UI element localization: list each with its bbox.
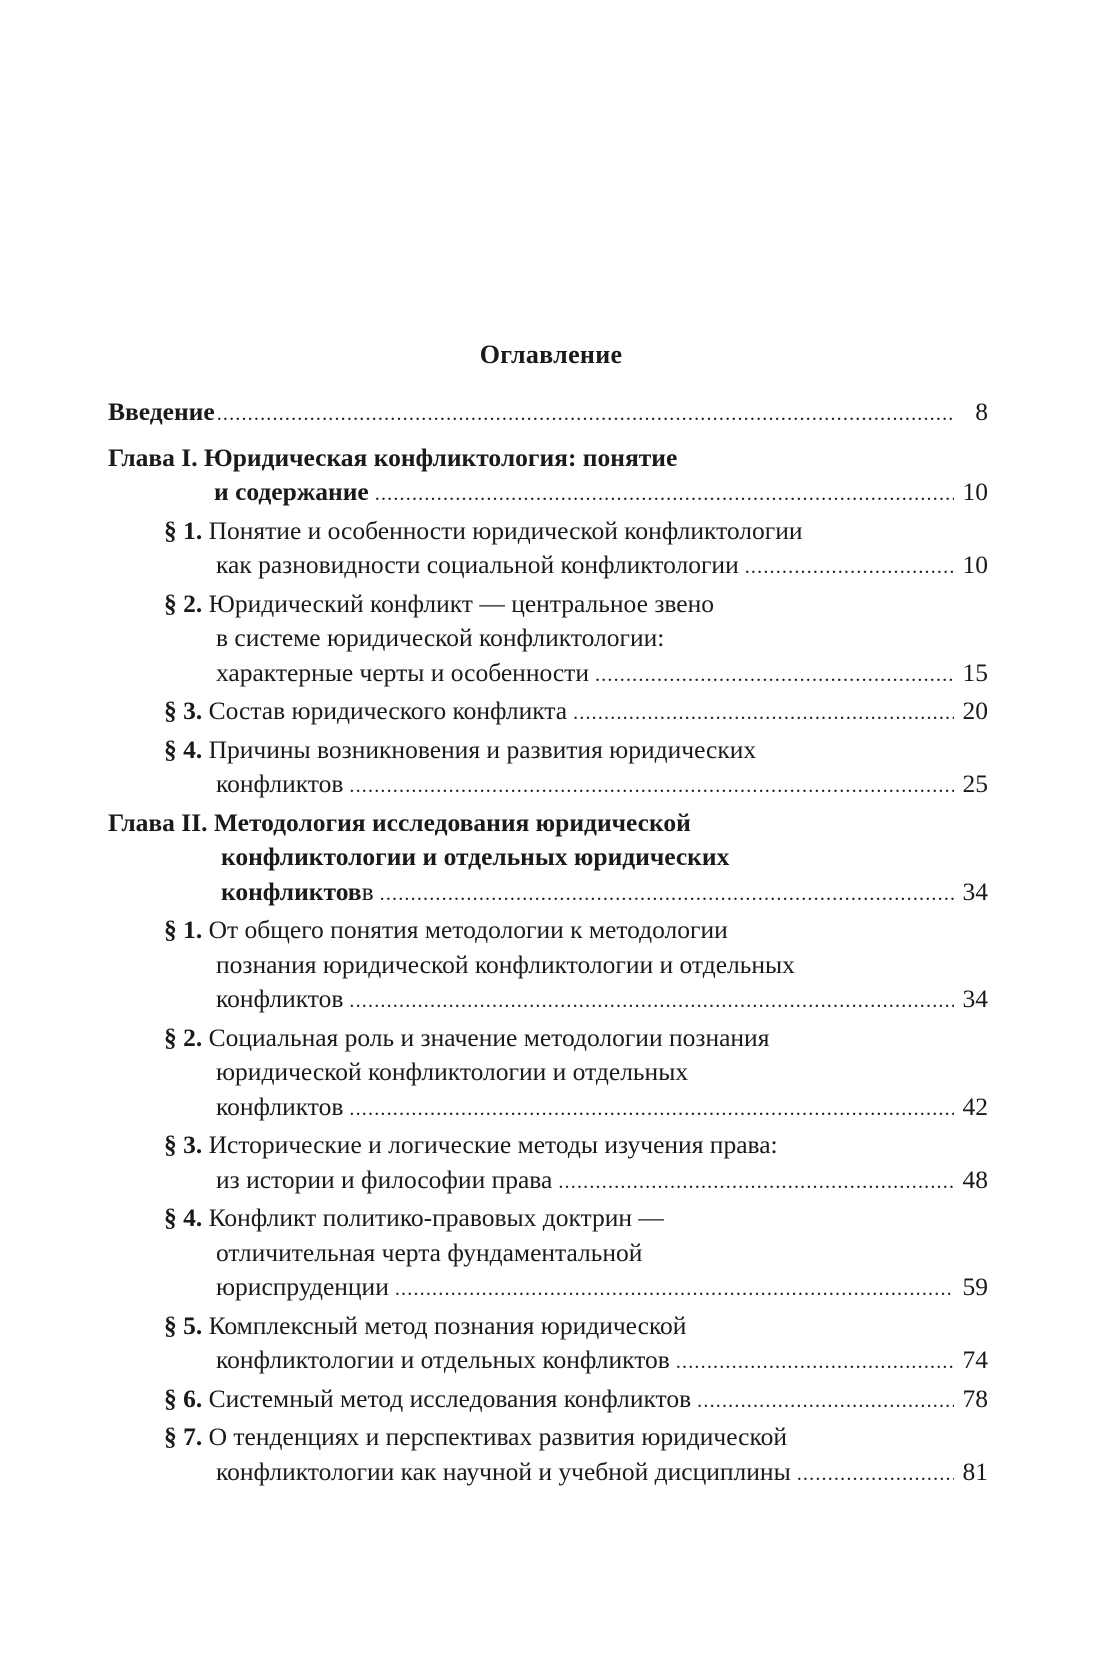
toc-section[interactable]: [108, 733, 988, 804]
page-number: 59: [962, 1272, 988, 1301]
section-title-line: как разновидности социальной конфликтологии: [216, 550, 739, 579]
page-number: 20: [962, 696, 988, 725]
dot-leader: [349, 984, 954, 1019]
chapter-title-line: Юридическая конфликтология: понятие: [203, 442, 678, 472]
section-title-line: Исторические и логические методы изучения права:: [208, 1130, 778, 1159]
section-title-line: конфликтологии и отдельных конфликтов: [216, 1345, 670, 1374]
section-number: § 7.: [164, 1422, 203, 1451]
section-number: § 3.: [164, 696, 203, 725]
section-number: § 2.: [164, 588, 203, 618]
toc-section[interactable]: [108, 1309, 988, 1380]
dot-leader: [558, 1165, 954, 1200]
section-number: § 5.: [164, 1310, 203, 1340]
section-title-line: из истории и философии права: [216, 1164, 553, 1194]
dot-leader: [349, 769, 954, 804]
page-number: 42: [962, 1091, 988, 1121]
dot-leader: [217, 397, 954, 432]
table-of-contents: [108, 395, 988, 1493]
section-title-line: в системе юридической конфликтологии:: [216, 623, 665, 652]
toc-section[interactable]: [108, 514, 988, 585]
page-title: Оглавление: [479, 340, 623, 369]
section-title-line: конфликтов: [216, 769, 344, 798]
toc-section[interactable]: [108, 1420, 988, 1491]
section-number: § 1.: [164, 515, 203, 545]
section-title-line: конфликтов: [216, 984, 344, 1013]
chapter-title-line: конфликтологии и отдельных юридических: [221, 842, 730, 871]
page-number: 8: [975, 397, 988, 426]
toc-section[interactable]: [108, 1382, 988, 1419]
section-number: § 1.: [164, 915, 203, 944]
section-title-line: характерные черты и особенности: [216, 657, 589, 687]
page-number: 78: [962, 1383, 988, 1413]
chapter-title-suffix: в: [361, 876, 374, 906]
page-number: 34: [962, 876, 988, 906]
dot-leader: [349, 1092, 954, 1127]
chapter-prefix: Глава II.: [108, 807, 208, 837]
page-number: 10: [962, 477, 988, 506]
toc-section[interactable]: [108, 587, 988, 693]
dot-leader: [676, 1345, 954, 1380]
section-title-line: Системный метод исследования конфликтов: [208, 1383, 692, 1413]
toc-section[interactable]: [108, 1201, 988, 1307]
section-number: § 4.: [164, 734, 203, 764]
toc-entry-intro[interactable]: [108, 395, 988, 432]
section-title-line: Причины возникновения и развития юридических: [208, 734, 757, 764]
page-number: 15: [962, 657, 988, 687]
section-title-line: Юридический конфликт — центральное звено: [208, 588, 714, 618]
toc-chapter-2[interactable]: [108, 806, 988, 912]
dot-leader: [595, 658, 954, 693]
dot-leader: [380, 877, 954, 912]
dot-leader: [797, 1457, 954, 1492]
chapter-title-line: Методология исследования юридической: [213, 807, 691, 837]
section-title-line: Комплексный метод познания юридической: [208, 1310, 687, 1340]
toc-section[interactable]: [108, 694, 988, 731]
chapter-title-line: конфликтов: [221, 876, 362, 906]
section-title-line: Состав юридического конфликта: [208, 696, 568, 725]
dot-leader: [573, 696, 954, 731]
intro-label: Введение: [108, 397, 215, 426]
section-number: § 2.: [164, 1022, 203, 1052]
dot-leader: [375, 477, 954, 512]
section-title-line: конфликтов: [216, 1091, 344, 1121]
dot-leader: [395, 1272, 954, 1307]
section-title-line: юридической конфликтологии и отдельных: [216, 1057, 689, 1086]
section-title-line: Понятие и особенности юридической конфликтологии: [208, 515, 803, 545]
section-title-line: О тенденциях и перспективах развития юридической: [208, 1422, 787, 1451]
section-title-line: юриспруденции: [216, 1272, 389, 1301]
chapter-title-line: и содержание: [214, 477, 369, 506]
toc-section[interactable]: [108, 1128, 988, 1199]
section-number: § 6.: [164, 1383, 203, 1413]
toc-section[interactable]: [108, 913, 988, 1019]
section-number: § 3.: [164, 1130, 203, 1159]
toc-chapter-1[interactable]: [108, 441, 988, 512]
section-title-line: От общего понятия методологии к методологии: [208, 915, 728, 944]
dot-leader: [745, 550, 954, 585]
section-title-line: Социальная роль и значение методологии познания: [208, 1022, 770, 1052]
page-number: 34: [962, 984, 988, 1013]
section-title-line: конфликтологии как научной и учебной дисциплины: [216, 1456, 791, 1486]
page-number: 81: [962, 1456, 988, 1486]
toc-section[interactable]: [108, 1021, 988, 1127]
section-number: § 4.: [164, 1203, 203, 1232]
page-number: 48: [962, 1164, 988, 1194]
section-title-line: отличительная черта фундаментальной: [216, 1237, 643, 1267]
chapter-prefix: Глава I.: [108, 442, 198, 472]
page-number: 10: [962, 550, 988, 579]
page-number: 25: [962, 769, 988, 798]
page-number: 74: [962, 1345, 988, 1374]
section-title-line: познания юридической конфликтологии и отдельных: [216, 949, 795, 979]
dot-leader: [697, 1384, 954, 1419]
section-title-line: Конфликт политико-правовых доктрин —: [208, 1203, 664, 1232]
